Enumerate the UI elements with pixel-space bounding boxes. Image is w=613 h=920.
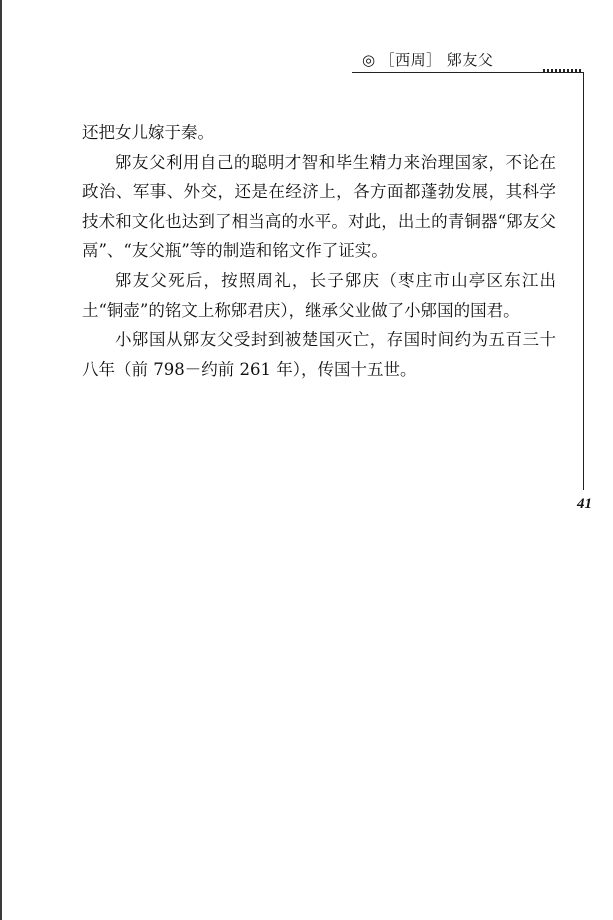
circle-ornament-icon: ◎ bbox=[362, 51, 376, 69]
paragraph-1: 还把女儿嫁于秦。 bbox=[82, 123, 214, 142]
running-head bbox=[362, 49, 493, 70]
margin-rule bbox=[583, 72, 584, 490]
header-rule-ornament bbox=[543, 69, 583, 73]
paragraph-3: 郳友父死后，按照周礼，长子郳庆（枣庄市山亭区东江出土“铜壶”的铭文上称郳君庆），继承父业做了小郳国的国君。 bbox=[82, 270, 556, 320]
page-number: 41 bbox=[577, 496, 592, 512]
body-text bbox=[82, 118, 556, 384]
paragraph-2: 郳友父利用自己的聪明才智和毕生精力来治理国家，不论在政治、军事、外交，还是在经济上，各方面都蓬勃发展，其科学技术和文化也达到了相当高的水平。对此，出土的青铜器“郳友父鬲”、“友父瓶”等的制造和铭文作了证实。 bbox=[82, 152, 556, 261]
book-spine-edge bbox=[0, 0, 2, 920]
running-head-title: ［西周］ 郳友父 bbox=[379, 51, 494, 69]
paragraph-4: 小郳国从郳友父受封到被楚国灭亡，存国时间约为五百三十八年（前 798－约前 261 年），传国十五世。 bbox=[82, 330, 556, 379]
